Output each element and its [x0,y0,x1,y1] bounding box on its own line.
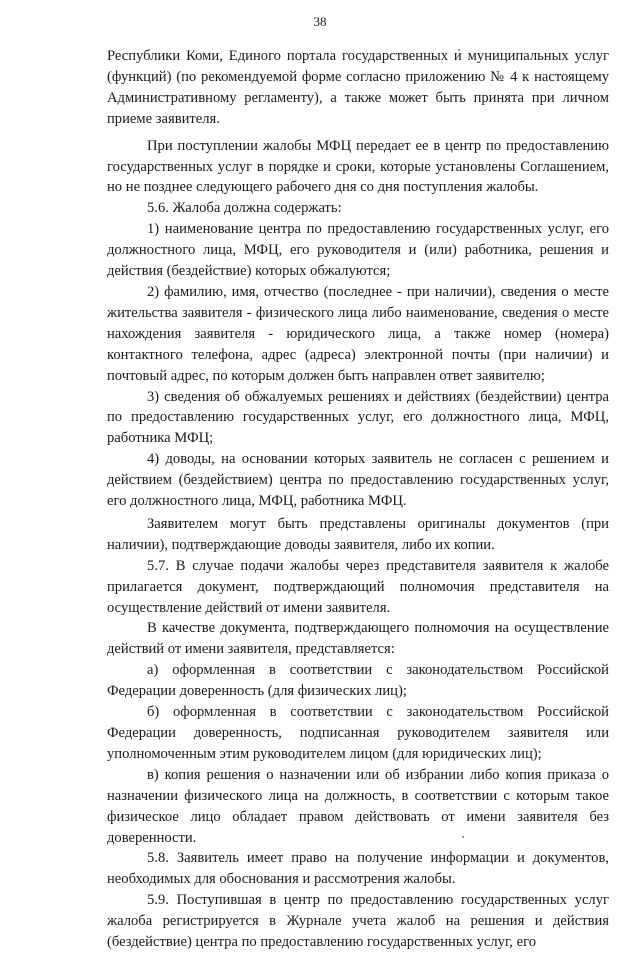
paragraph-5-7-item-v: в) копия решения о назначении или об избрании либо копия приказа о назначении физического лица на должность, в соответствии с которым такое физическое лицо обладает правом действовать от имени заявителя без доверенности. [107,766,609,846]
paragraph-mfc-transfer: При поступлении жалобы МФЦ передает ее в центр по предоставлению государственных услуг в порядке и сроки, которые установлены Соглашением, но не позднее следующего рабочего дня со дня поступления жалобы. [107,137,609,196]
paragraph-5-7-item-a: а) оформленная в соответствии с законодательством Российской Федерации доверенность (для физических лиц); [107,662,609,700]
paragraph-continuation: Республики Коми, Единого портала государственных и муниципальных услуг (функций) (по рекомендуемой форме согласно приложению № 4 к настоящему Административному регламенту), а также может быть принята при личном приеме заявителя. [107,48,609,127]
paragraph-5-6-item-1: 1) наименование центра по предоставлению государственных услуг, его должностного лица, МФЦ, его руководителя и (или) работника, решения и действия (бездействие) которых обжалуются; [107,221,609,280]
paragraph-5-7: 5.7. В случае подачи жалобы через представителя заявителя к жалобе прилагается документ, подтверждающий полномочия представителя на осуществление действий от имени заявителя. [107,557,609,616]
paragraph-5-6-heading: 5.6. Жалоба должна содержать: [147,200,342,217]
page-number: 38 [313,14,327,29]
paragraph-5-6-item-2: 2) фамилию, имя, отчество (последнее - при наличии), сведения о месте жительства заявителя - физического лица либо наименование, сведения о месте нахождения заявителя - юридического лица, а также номер (номера) контактного телефона, адрес (адреса) электронной почты (при наличии) и почтовый адрес, по которым должен быть направлен ответ заявителю; [107,283,609,384]
document-body [107,46,609,953]
paragraph-5-7-item-b: б) оформленная в соответствии с законодательством Российской Федерации доверенность, подписанная руководителем заявителя или уполномоченным этим руководителем лицом (для юридических лиц); [107,704,609,762]
paragraph-5-6-item-4: 4) доводы, на основании которых заявитель не согласен с решением и действием (бездействием) центра по предоставлению государственных услуг, его должностного лица, МФЦ, работника МФЦ. [107,451,609,510]
paragraph-5-9: 5.9. Поступившая в центр по предоставлению государственных услуг жалоба регистрируется в Журнале учета жалоб на решения и действия (бездействие) центра по предоставлению государственных услуг, его [107,892,609,951]
paragraph-5-8: 5.8. Заявитель имеет право на получение информации и документов, необходимых для обоснования и рассмотрения жалобы. [107,850,609,888]
paragraph-representative-document: В качестве документа, подтверждающего полномочия на осуществление действий от имени заявителя, представляется: [107,620,609,658]
paragraph-5-6-item-3: 3) сведения об обжалуемых решениях и действиях (бездействии) центра по предоставлению государственных услуг, его должностного лица, МФЦ, работника МФЦ; [107,388,609,447]
paragraph-originals: Заявителем могут быть представлены оригиналы документов (при наличии), подтверждающие доводы заявителя, либо их копии. [107,515,609,553]
